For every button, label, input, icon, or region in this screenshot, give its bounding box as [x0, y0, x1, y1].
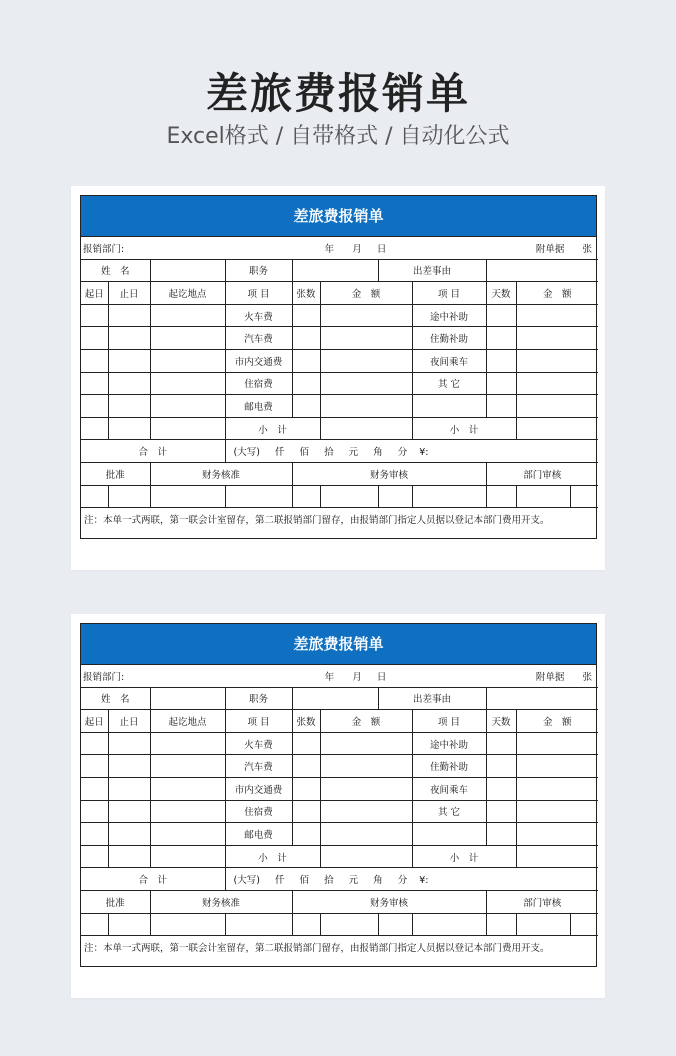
- cell[interactable]: [516, 304, 598, 327]
- approval-row: [81, 890, 598, 913]
- form-preview-card-1: [71, 186, 605, 570]
- cell[interactable]: [412, 823, 486, 846]
- dept-label: 报销部门:: [83, 243, 125, 255]
- cell[interactable]: [486, 395, 516, 418]
- item-travel-allowance: 途中补助: [412, 732, 486, 755]
- page-subtitle: Excel格式 / 自带格式 / 自动化公式: [166, 124, 510, 149]
- reason-input[interactable]: [486, 687, 598, 710]
- name-input[interactable]: [150, 259, 225, 282]
- col-start-date: 起日: [81, 710, 108, 733]
- cell[interactable]: [320, 800, 412, 823]
- reason-label: 出差事由: [378, 687, 486, 710]
- cell[interactable]: [108, 485, 150, 508]
- cell[interactable]: [108, 777, 150, 800]
- col-item2: 项 目: [412, 710, 486, 733]
- subtotal-amount[interactable]: [320, 845, 412, 868]
- cell[interactable]: [486, 349, 516, 372]
- col-sheets: 张数: [292, 710, 320, 733]
- form-title: 差旅费报销单: [81, 196, 596, 237]
- expense-form: [80, 623, 597, 967]
- note-row: [81, 936, 598, 958]
- finance-check-label: 财务核准: [150, 890, 292, 913]
- cell[interactable]: [292, 372, 320, 395]
- approval-row: [81, 462, 598, 485]
- cell[interactable]: [320, 777, 412, 800]
- table-row: [81, 777, 598, 800]
- cell[interactable]: [150, 732, 225, 755]
- cell[interactable]: [150, 395, 225, 418]
- reason-label: 出差事由: [378, 259, 486, 282]
- cell[interactable]: [108, 304, 150, 327]
- cell[interactable]: [81, 777, 108, 800]
- approve-label: 批准: [81, 462, 150, 485]
- cell[interactable]: [320, 395, 412, 418]
- name-label: 姓 名: [81, 259, 150, 282]
- cell[interactable]: [486, 755, 516, 778]
- cell[interactable]: [108, 417, 150, 440]
- cell[interactable]: [108, 349, 150, 372]
- cell[interactable]: [292, 913, 320, 936]
- item-local-transport: 市内交通费: [225, 777, 292, 800]
- cell[interactable]: [570, 913, 598, 936]
- col-item2: 项 目: [412, 282, 486, 305]
- subtotal-label-2: 小 计: [412, 417, 516, 440]
- cell[interactable]: [320, 372, 412, 395]
- cell[interactable]: [81, 823, 108, 846]
- attachments-field: 附单据 张: [486, 665, 598, 687]
- cell[interactable]: [150, 800, 225, 823]
- table-row: [81, 755, 598, 778]
- cell[interactable]: [108, 327, 150, 350]
- name-input[interactable]: [150, 687, 225, 710]
- cell[interactable]: [81, 349, 108, 372]
- cell[interactable]: [81, 372, 108, 395]
- cell[interactable]: [320, 349, 412, 372]
- col-sheets: 张数: [292, 282, 320, 305]
- cell[interactable]: [150, 417, 225, 440]
- item-bus: 汽车费: [225, 327, 292, 350]
- attachments-field: 附单据 张: [486, 237, 598, 259]
- table-row: [81, 327, 598, 350]
- cell[interactable]: [486, 732, 516, 755]
- cell[interactable]: [412, 395, 486, 418]
- signature-row: [81, 485, 598, 508]
- total-capital[interactable]: (大写) 仟 佰 拾 元 角 分 ¥:: [225, 868, 598, 891]
- cell[interactable]: [108, 755, 150, 778]
- total-label: 合 计: [81, 440, 225, 463]
- cell[interactable]: [320, 755, 412, 778]
- subtotal-label: 小 计: [225, 845, 320, 868]
- cell[interactable]: [516, 823, 598, 846]
- cell[interactable]: [486, 304, 516, 327]
- cell[interactable]: [292, 755, 320, 778]
- total-row: [81, 440, 598, 463]
- dept-label: 报销部门:: [83, 671, 125, 683]
- cell[interactable]: [225, 485, 292, 508]
- item-night-ride: 夜间乘车: [412, 349, 486, 372]
- cell[interactable]: [81, 417, 108, 440]
- table-row: [81, 372, 598, 395]
- finance-audit-label: 财务审核: [292, 462, 486, 485]
- name-label: 姓 名: [81, 687, 150, 710]
- cell[interactable]: [108, 800, 150, 823]
- item-lodging: 住宿费: [225, 372, 292, 395]
- traveler-row: [81, 687, 598, 710]
- expense-form: [80, 195, 597, 539]
- column-header-row: [81, 282, 598, 305]
- cell[interactable]: [150, 327, 225, 350]
- cell[interactable]: [570, 485, 598, 508]
- subtotal-amount-2[interactable]: [516, 845, 598, 868]
- subtotal-label-2: 小 计: [412, 845, 516, 868]
- cell[interactable]: [108, 845, 150, 868]
- cell[interactable]: [150, 913, 225, 936]
- cell[interactable]: [108, 395, 150, 418]
- col-item: 项 目: [225, 282, 292, 305]
- cell[interactable]: [150, 823, 225, 846]
- cell[interactable]: [320, 732, 412, 755]
- cell[interactable]: [81, 755, 108, 778]
- cell[interactable]: [81, 732, 108, 755]
- expense-table: [81, 237, 598, 530]
- cell[interactable]: [150, 755, 225, 778]
- col-amount2: 金 额: [516, 710, 598, 733]
- cell[interactable]: [320, 913, 378, 936]
- position-label: 职务: [225, 687, 292, 710]
- cell[interactable]: [81, 304, 108, 327]
- cell[interactable]: [320, 485, 378, 508]
- cell[interactable]: [486, 485, 516, 508]
- column-header-row: [81, 710, 598, 733]
- cell[interactable]: [108, 732, 150, 755]
- cell[interactable]: [486, 823, 516, 846]
- item-postage: 邮电费: [225, 395, 292, 418]
- cell[interactable]: [225, 913, 292, 936]
- item-lodging: 住宿费: [225, 800, 292, 823]
- subtotal-amount[interactable]: [320, 417, 412, 440]
- table-row: [81, 304, 598, 327]
- item-stay-allowance: 住勤补助: [412, 327, 486, 350]
- approve-label: 批准: [81, 890, 150, 913]
- cell[interactable]: [378, 913, 412, 936]
- date-field: 年 月 日: [225, 237, 486, 259]
- cell[interactable]: [486, 372, 516, 395]
- total-row: [81, 868, 598, 891]
- cell[interactable]: [486, 777, 516, 800]
- item-train: 火车费: [225, 732, 292, 755]
- form-note: 注：本单一式两联，第一联会计室留存，第二联报销部门留存，由报销部门指定人员据以登记本部门费用开支。: [81, 508, 598, 530]
- col-days: 天数: [486, 282, 516, 305]
- table-row: [81, 800, 598, 823]
- item-train: 火车费: [225, 304, 292, 327]
- cell[interactable]: [292, 777, 320, 800]
- position-input[interactable]: [292, 259, 378, 282]
- item-travel-allowance: 途中补助: [412, 304, 486, 327]
- item-other: 其 它: [412, 372, 486, 395]
- subtotal-amount-2[interactable]: [516, 417, 598, 440]
- cell[interactable]: [150, 304, 225, 327]
- cell[interactable]: [412, 913, 486, 936]
- col-amount: 金 额: [320, 282, 412, 305]
- cell[interactable]: [81, 800, 108, 823]
- cell[interactable]: [81, 395, 108, 418]
- note-row: [81, 508, 598, 530]
- cell[interactable]: [292, 304, 320, 327]
- cell[interactable]: [516, 755, 598, 778]
- table-row: [81, 349, 598, 372]
- dept-audit-label: 部门审核: [486, 462, 598, 485]
- cell[interactable]: [320, 327, 412, 350]
- table-row: [81, 823, 598, 846]
- total-capital[interactable]: (大写) 仟 佰 拾 元 角 分 ¥:: [225, 440, 598, 463]
- cell[interactable]: [516, 732, 598, 755]
- cell[interactable]: [486, 327, 516, 350]
- cell[interactable]: [292, 732, 320, 755]
- expense-table: [81, 665, 598, 958]
- form-title: 差旅费报销单: [81, 624, 596, 665]
- col-location: 起讫地点: [150, 282, 225, 305]
- form-preview-card-2: [71, 614, 605, 998]
- cell[interactable]: [412, 485, 486, 508]
- cell[interactable]: [292, 327, 320, 350]
- cell[interactable]: [81, 327, 108, 350]
- item-local-transport: 市内交通费: [225, 349, 292, 372]
- position-label: 职务: [225, 259, 292, 282]
- cell[interactable]: [516, 327, 598, 350]
- cell[interactable]: [320, 823, 412, 846]
- cell[interactable]: [292, 800, 320, 823]
- col-location: 起讫地点: [150, 710, 225, 733]
- finance-audit-label: 财务审核: [292, 890, 486, 913]
- cell[interactable]: [150, 845, 225, 868]
- cell[interactable]: [516, 913, 570, 936]
- cell[interactable]: [292, 823, 320, 846]
- position-input[interactable]: [292, 687, 378, 710]
- col-start-date: 起日: [81, 282, 108, 305]
- cell[interactable]: [516, 800, 598, 823]
- col-days: 天数: [486, 710, 516, 733]
- reason-input[interactable]: [486, 259, 598, 282]
- signature-row: [81, 913, 598, 936]
- cell[interactable]: [292, 395, 320, 418]
- col-end-date: 止日: [108, 710, 150, 733]
- form-header-row: [81, 237, 598, 259]
- table-row: [81, 395, 598, 418]
- cell[interactable]: [108, 913, 150, 936]
- subtotal-row: [81, 845, 598, 868]
- col-item: 项 目: [225, 710, 292, 733]
- col-end-date: 止日: [108, 282, 150, 305]
- form-header-row: [81, 665, 598, 687]
- item-other: 其 它: [412, 800, 486, 823]
- subtotal-label: 小 计: [225, 417, 320, 440]
- cell[interactable]: [516, 485, 570, 508]
- cell[interactable]: [150, 485, 225, 508]
- cell[interactable]: [486, 913, 516, 936]
- item-bus: 汽车费: [225, 755, 292, 778]
- item-night-ride: 夜间乘车: [412, 777, 486, 800]
- cell[interactable]: [516, 777, 598, 800]
- cell[interactable]: [516, 372, 598, 395]
- form-note: 注：本单一式两联，第一联会计室留存，第二联报销部门留存，由报销部门指定人员据以登记本部门费用开支。: [81, 936, 598, 958]
- item-postage: 邮电费: [225, 823, 292, 846]
- cell[interactable]: [516, 395, 598, 418]
- col-amount2: 金 额: [516, 282, 598, 305]
- cell[interactable]: [81, 913, 108, 936]
- cell[interactable]: [378, 485, 412, 508]
- table-row: [81, 732, 598, 755]
- cell[interactable]: [292, 485, 320, 508]
- cell[interactable]: [150, 777, 225, 800]
- cell[interactable]: [320, 304, 412, 327]
- cell[interactable]: [150, 372, 225, 395]
- page-title: 差旅费报销单: [205, 69, 470, 118]
- cell[interactable]: [516, 349, 598, 372]
- finance-check-label: 财务核准: [150, 462, 292, 485]
- cell[interactable]: [108, 823, 150, 846]
- cell[interactable]: [292, 349, 320, 372]
- item-stay-allowance: 住勤补助: [412, 755, 486, 778]
- subtotal-row: [81, 417, 598, 440]
- date-field: 年 月 日: [225, 665, 486, 687]
- cell[interactable]: [81, 845, 108, 868]
- cell[interactable]: [81, 485, 108, 508]
- col-amount: 金 额: [320, 710, 412, 733]
- cell[interactable]: [486, 800, 516, 823]
- cell[interactable]: [108, 372, 150, 395]
- traveler-row: [81, 259, 598, 282]
- dept-audit-label: 部门审核: [486, 890, 598, 913]
- cell[interactable]: [150, 349, 225, 372]
- total-label: 合 计: [81, 868, 225, 891]
